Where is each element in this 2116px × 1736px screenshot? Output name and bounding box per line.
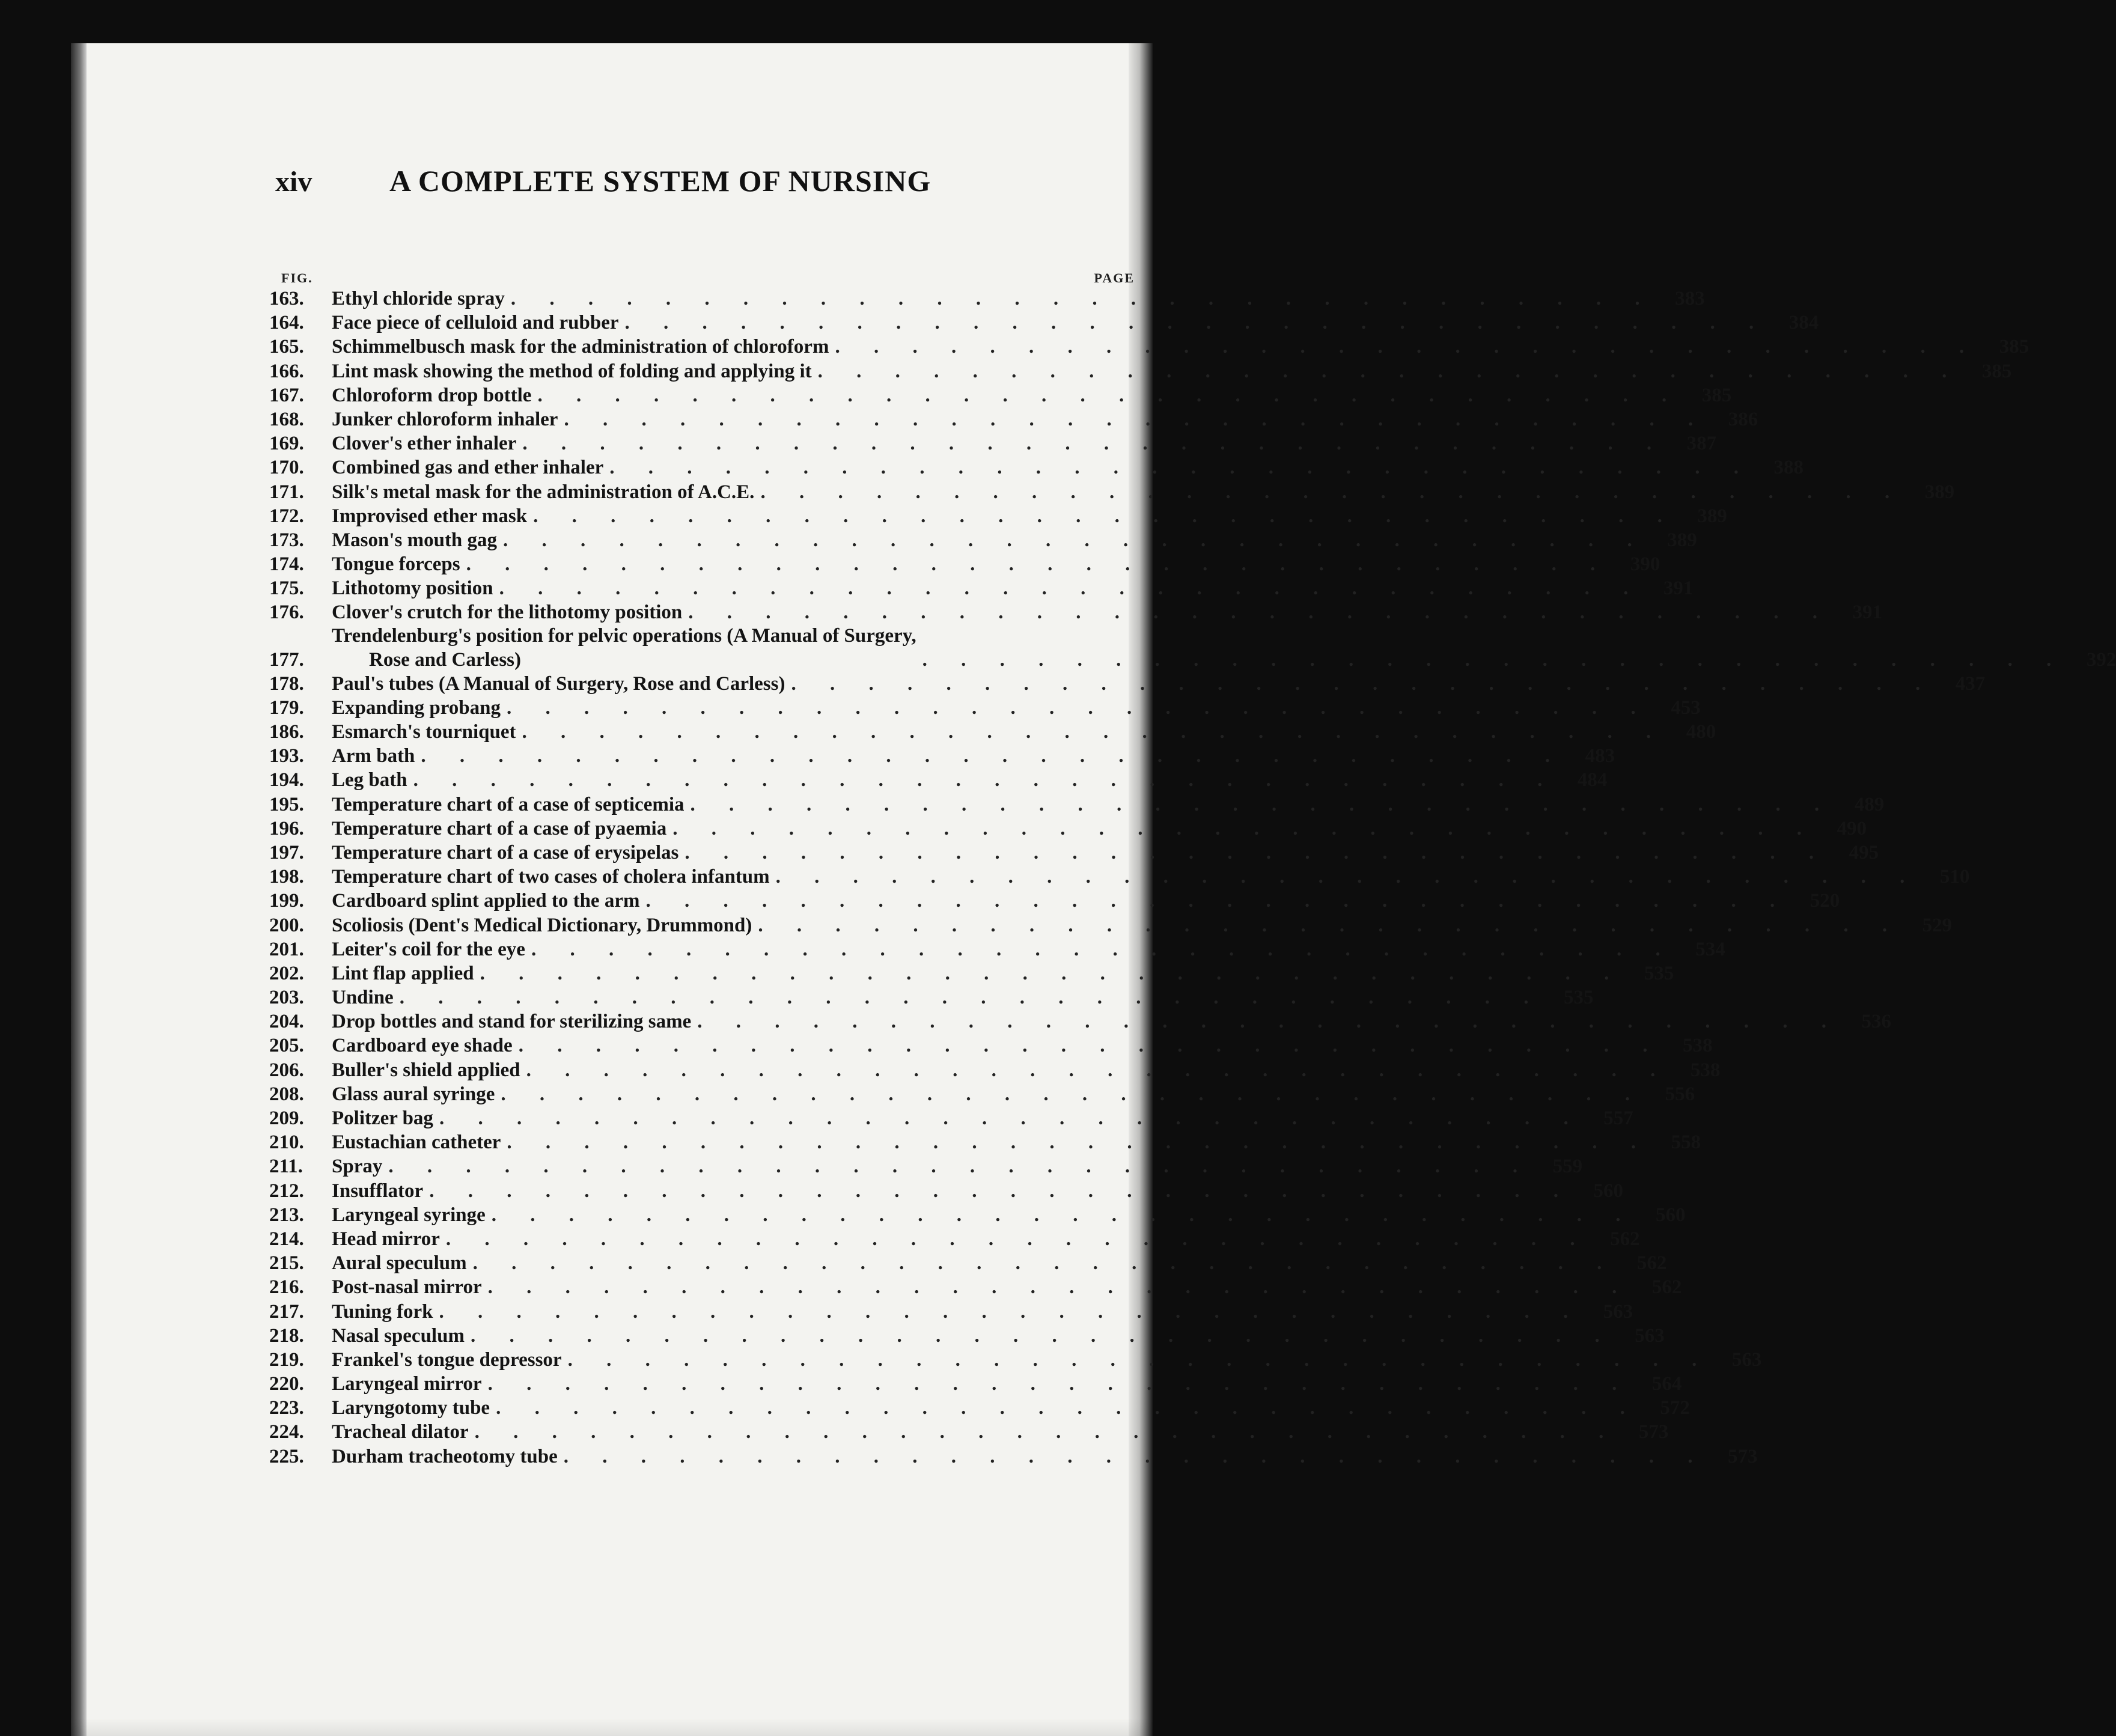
dot-leader: . . . . . . . . . . . . . . . . . . . . . . . . . . . . . . xyxy=(522,433,1666,455)
dot-leader: . . . . . . . . . . . . . . . . . . . . . . . . . . . . . . xyxy=(697,1011,1841,1033)
figure-title: Eustachian catheter xyxy=(332,1131,501,1154)
page-number: 562 xyxy=(1636,1252,1667,1275)
book-page xyxy=(71,43,2116,1736)
page-number: 520 xyxy=(1810,890,1840,912)
dot-leader: . . . . . . . . . . . . . . . . . . . . . . . . . . . . . . xyxy=(472,1252,1617,1275)
page-number: 391 xyxy=(1852,602,1883,624)
page-number: 386 xyxy=(1728,408,1758,430)
figure-title: Cardboard splint applied to the arm xyxy=(332,890,640,912)
figure-number: 215. xyxy=(269,1252,304,1275)
figure-number: 198. xyxy=(269,866,304,888)
list-item xyxy=(269,672,1986,696)
figure-title: Leiter's coil for the eye xyxy=(332,938,525,960)
figure-number: 172. xyxy=(269,505,304,527)
list-item xyxy=(269,1106,1633,1130)
figure-number: 174. xyxy=(269,553,304,576)
figure-number: 202. xyxy=(269,962,304,984)
dot-leader: . . . . . . . . . . . . . . . . . . . . . . . . . . . . . . xyxy=(399,987,1543,1009)
page-number: 383 xyxy=(1675,288,1705,309)
illustrations-list xyxy=(269,287,2116,1469)
list-item xyxy=(269,985,1594,1010)
dot-leader: . . . . . . . . . . . . . . . . . . . . . . . . . . . . . . xyxy=(507,1131,1651,1154)
list-item xyxy=(269,1445,1758,1469)
dot-leader: . . . . . . . . . . . . . . . . . . . . . . . . . . . . . . xyxy=(531,938,1675,960)
figure-number: 164. xyxy=(269,312,304,334)
page-number: 535 xyxy=(1644,962,1674,984)
page-number: 529 xyxy=(1922,914,1953,936)
list-item xyxy=(269,335,2029,359)
figure-number: 165. xyxy=(269,336,304,358)
figure-title: Politzer bag xyxy=(332,1107,433,1129)
figure-number: 212. xyxy=(269,1180,304,1202)
list-item xyxy=(269,1251,1667,1275)
dot-leader: . . . . . . . . . . . . . . . . . . . . . . . . . . . . . . xyxy=(567,1348,1712,1371)
page-surface xyxy=(71,43,2116,1736)
figure-title: Post-nasal mirror xyxy=(332,1276,482,1299)
list-item xyxy=(269,504,1727,528)
page-number: 563 xyxy=(1731,1348,1762,1371)
list-item xyxy=(269,1203,1686,1227)
page-gutter xyxy=(71,43,87,1736)
dot-leader: . . . . . . . . . . . . . . . . . . . . . . . . . . . . . . xyxy=(533,505,1677,527)
list-item xyxy=(269,528,1697,552)
dot-leader: . . . . . . . . . . . . . . . . . . . . . . . . . . . . . . xyxy=(499,577,1643,600)
list-item xyxy=(269,865,1970,889)
list-item xyxy=(269,431,1717,455)
page-column-header: PAGE xyxy=(1094,270,1135,285)
list-item xyxy=(269,1396,1690,1420)
list-item xyxy=(269,1058,1721,1082)
figure-title: Temperature chart of two cases of cholera infantum xyxy=(332,866,770,888)
dot-leader: . . . . . . . . . . . . . . . . . . . . . . . . . . . . . . xyxy=(413,769,1557,791)
figure-number: 195. xyxy=(269,793,304,815)
figure-title: Schimmelbusch mask for the administration of chloroform xyxy=(332,336,829,358)
figure-number: 216. xyxy=(269,1276,304,1299)
list-item xyxy=(269,720,1716,744)
figure-number: 178. xyxy=(269,672,304,695)
page-number: 557 xyxy=(1603,1107,1633,1129)
list-item xyxy=(269,1034,1713,1058)
figure-title: Laryngeal mirror xyxy=(332,1373,482,1395)
figure-title: Nasal speculum xyxy=(332,1324,465,1347)
figure-number: 201. xyxy=(269,938,304,960)
dot-leader: . . . . . . . . . . . . . . . . . . . . . . . . . . . . . . xyxy=(429,1180,1573,1202)
list-item xyxy=(269,1082,1695,1106)
dot-leader: . . . . . . . . . . . . . . . . . . . . . . . . . . . . . . xyxy=(445,1228,1590,1250)
page-bottom-shadow xyxy=(71,1718,1153,1736)
figure-number: 225. xyxy=(269,1445,304,1467)
list-item xyxy=(269,1010,1892,1034)
figure-title: Lint flap applied xyxy=(332,962,474,984)
figure-number: 186. xyxy=(269,721,304,743)
dot-leader: . . . . . . . . . . . . . . . . . . . . . . . . . . . . . . xyxy=(817,360,1962,382)
page-number: 573 xyxy=(1638,1421,1669,1443)
figure-title xyxy=(332,624,916,672)
figure-number: 200. xyxy=(269,914,304,936)
figure-number: 211. xyxy=(269,1156,303,1178)
dot-leader: . . . . . . . . . . . . . . . . . . . . . . . . . . . . . . xyxy=(690,793,1834,815)
page-number: 556 xyxy=(1665,1083,1695,1105)
page-number: 389 xyxy=(1667,529,1697,551)
page-number: 484 xyxy=(1577,769,1608,791)
figure-title: Cardboard eye shade xyxy=(332,1035,513,1057)
list-item xyxy=(269,768,1608,792)
page-number: 560 xyxy=(1655,1204,1686,1226)
figure-number: 203. xyxy=(269,987,304,1009)
figure-title: Expanding probang xyxy=(332,696,501,719)
dot-leader: . . . . . . . . . . . . . . . . . . . . . . . . . . . . . . xyxy=(503,529,1647,551)
figure-title: Clover's crutch for the lithotomy position xyxy=(332,602,683,624)
figure-title: Tuning fork xyxy=(332,1300,433,1323)
list-item xyxy=(269,744,1615,768)
page-number: 385 xyxy=(1999,336,2029,358)
page-number: 453 xyxy=(1671,696,1701,719)
list-item xyxy=(269,1372,1682,1396)
figure-title: Drop bottles and stand for sterilizing same xyxy=(332,1011,692,1033)
page-number: 384 xyxy=(1788,312,1819,334)
figure-title: Temperature chart of a case of erysipelas xyxy=(332,841,679,863)
list-item xyxy=(269,407,1758,431)
figure-number: 170. xyxy=(269,457,304,479)
dot-leader: . . . . . . . . . . . . . . . . . . . . . . . . . . . . . . xyxy=(609,457,1754,479)
page-number: 389 xyxy=(1697,505,1727,527)
figure-number: 209. xyxy=(269,1107,304,1129)
figure-number: 194. xyxy=(269,769,304,791)
list-item xyxy=(269,817,1867,841)
dot-leader: . . . . . . . . . . . . . . . . . . . . . . . . . . . . . . xyxy=(922,648,2066,671)
figure-number: 204. xyxy=(269,1011,304,1033)
page-folio: xiv xyxy=(275,166,313,198)
page-number: 534 xyxy=(1695,938,1725,960)
list-item xyxy=(269,311,1819,335)
dot-leader: . . . . . . . . . . . . . . . . . . . . . . . . . . . . . . xyxy=(470,1324,1614,1347)
column-headers xyxy=(281,270,1135,286)
figure-number: 175. xyxy=(269,577,304,600)
page-number: 535 xyxy=(1563,987,1594,1009)
dot-leader: . . . . . . . . . . . . . . . . . . . . . . . . . . . . . . xyxy=(688,602,1832,624)
dot-leader: . . . . . . . . . . . . . . . . . . . . . . . . . . . . . . xyxy=(564,408,1708,430)
page-number: 560 xyxy=(1593,1180,1623,1202)
figure-title: Junker chloroform inhaler xyxy=(332,408,558,430)
figure-number: 193. xyxy=(269,745,304,767)
figure-title: Durham tracheotomy tube xyxy=(332,1445,558,1467)
figure-title: Improvised ether mask xyxy=(332,505,528,527)
page-number: 495 xyxy=(1849,841,1879,863)
figure-number: 179. xyxy=(269,696,304,719)
page-number: 391 xyxy=(1663,577,1694,600)
dot-leader: . . . . . . . . . . . . . . . . . . . . . . . . . . . . . . xyxy=(835,336,1979,358)
figure-number: 220. xyxy=(269,1373,304,1395)
figure-number: 208. xyxy=(269,1083,304,1105)
page-number: 387 xyxy=(1686,433,1717,455)
list-item xyxy=(269,1324,1665,1348)
figure-title: Glass aural syringe xyxy=(332,1083,495,1105)
page-number: 564 xyxy=(1651,1373,1682,1395)
page-number: 536 xyxy=(1861,1011,1892,1033)
figure-number: 168. xyxy=(269,408,304,430)
list-item xyxy=(269,841,1879,865)
page-number: 538 xyxy=(1682,1035,1713,1057)
figure-title: Scoliosis (Dent's Medical Dictionary, Drummond) xyxy=(332,914,752,936)
dot-leader: . . . . . . . . . . . . . . . . . . . . . . . . . . . . . . xyxy=(439,1107,1583,1129)
figure-title: Head mirror xyxy=(332,1228,440,1250)
dot-leader: . . . . . . . . . . . . . . . . . . . . . . . . . . . . . . xyxy=(537,384,1682,406)
dot-leader: . . . . . . . . . . . . . . . . . . . . . . . . . . . . . . xyxy=(474,1421,1618,1443)
figure-title: Silk's metal mask for the administration of A.C.E. xyxy=(332,481,755,503)
dot-leader: . . . . . . . . . . . . . . . . . . . . . . . . . . . . . . xyxy=(775,866,1919,888)
list-item xyxy=(269,1154,1583,1178)
page-number: 559 xyxy=(1552,1156,1583,1178)
page-number: 388 xyxy=(1773,457,1804,479)
dot-leader: . . . . . . . . . . . . . . . . . . . . . . . . . . . . . . xyxy=(439,1300,1583,1323)
figure-title: Paul's tubes (A Manual of Surgery, Rose and Carless) xyxy=(332,672,785,695)
figure-number: 214. xyxy=(269,1228,304,1250)
dot-leader: . . . . . . . . . . . . . . . . . . . . . . . . . . . . . . xyxy=(501,1083,1645,1105)
figure-number: 219. xyxy=(269,1348,304,1371)
dot-leader: . . . . . . . . . . . . . . . . . . . . . . . . . . . . . . xyxy=(563,1445,1707,1467)
list-item xyxy=(269,696,1701,720)
page-number: 385 xyxy=(1701,384,1732,406)
page-number: 510 xyxy=(1939,866,1970,888)
figure-title: Mason's mouth gag xyxy=(332,529,498,551)
dot-leader: . . . . . . . . . . . . . . . . . . . . . . . . . . . . . . xyxy=(684,841,1829,863)
page-number: 489 xyxy=(1854,793,1885,815)
figure-number: 167. xyxy=(269,384,304,406)
list-item xyxy=(269,552,1660,576)
figure-number: 223. xyxy=(269,1397,304,1419)
figure-title: Esmarch's tourniquet xyxy=(332,721,516,743)
dot-leader: . . . . . . . . . . . . . . . . . . . . . . . . . . . . . . xyxy=(421,745,1565,767)
page-number: 563 xyxy=(1635,1324,1665,1347)
page-number: 480 xyxy=(1686,721,1716,743)
figure-title: Clover's ether inhaler xyxy=(332,433,517,455)
figure-number: 213. xyxy=(269,1204,304,1226)
list-item xyxy=(269,480,1955,504)
dot-leader: . . . . . . . . . . . . . . . . . . . . . . . . . . . . . . xyxy=(496,1397,1639,1419)
dot-leader: . . . . . . . . . . . . . . . . . . . . . . . . . . . . . . xyxy=(510,288,1654,309)
figure-title: Undine xyxy=(332,987,394,1009)
list-item xyxy=(269,1420,1669,1444)
dot-leader: . . . . . . . . . . . . . . . . . . . . . . . . . . . . . . xyxy=(487,1373,1632,1395)
list-item xyxy=(269,600,1883,624)
page-number: 389 xyxy=(1924,481,1955,503)
list-item xyxy=(269,793,1885,817)
figure-title: Lint mask showing the method of folding and applying it xyxy=(332,360,812,382)
dot-leader: . . . . . . . . . . . . . . . . . . . . . . . . . . . . . . xyxy=(487,1276,1632,1299)
list-item xyxy=(269,1179,1623,1203)
figure-title: Frankel's tongue depressor xyxy=(332,1348,562,1371)
figure-number: 166. xyxy=(269,360,304,382)
list-item xyxy=(269,1227,1640,1251)
page-number: 392 xyxy=(2086,648,2116,671)
list-item xyxy=(269,937,1725,961)
dot-leader: . . . . . . . . . . . . . . . . . . . . . . . . . . . . . . xyxy=(522,721,1666,743)
figure-number: 205. xyxy=(269,1035,304,1057)
list-item xyxy=(269,624,2116,672)
dot-leader: . . . . . . . . . . . . . . . . . . . . . . . . . . . . . . xyxy=(645,890,1790,912)
list-item xyxy=(269,889,1840,913)
figure-number: 173. xyxy=(269,529,304,551)
list-item xyxy=(269,1348,1762,1372)
figure-title: Combined gas and ether inhaler xyxy=(332,457,604,479)
page-number: 573 xyxy=(1728,1445,1758,1467)
figure-number: 218. xyxy=(269,1324,304,1347)
figure-title: Arm bath xyxy=(332,745,415,767)
figure-title: Chloroform drop bottle xyxy=(332,384,532,406)
dot-leader: . . . . . . . . . . . . . . . . . . . . . . . . . . . . . . xyxy=(758,914,1902,936)
figure-title: Temperature chart of a case of pyaemia xyxy=(332,817,667,839)
figure-title: Tongue forceps xyxy=(332,553,460,576)
figure-number: 169. xyxy=(269,433,304,455)
list-item xyxy=(269,287,1705,311)
figure-number: 171. xyxy=(269,481,304,503)
page-header xyxy=(275,163,931,198)
list-item xyxy=(269,961,1674,985)
list-item xyxy=(269,1130,1701,1154)
figure-number: 197. xyxy=(269,841,304,863)
page-number: 572 xyxy=(1660,1397,1690,1419)
figure-title: Spray xyxy=(332,1156,383,1178)
dot-leader: . . . . . . . . . . . . . . . . . . . . . . . . . . . . . . xyxy=(518,1035,1662,1057)
page-number: 562 xyxy=(1651,1276,1682,1299)
list-item xyxy=(269,576,1694,600)
page-number: 483 xyxy=(1585,745,1615,767)
dot-leader: . . . . . . . . . . . . . . . . . . . . . . . . . . . . . . xyxy=(466,553,1610,576)
page-number: 563 xyxy=(1603,1300,1633,1323)
figure-number: 206. xyxy=(269,1059,304,1081)
figure-number: 176. xyxy=(269,602,304,624)
page-number: 490 xyxy=(1837,817,1867,839)
figure-title: Laryngotomy tube xyxy=(332,1397,490,1419)
figure-number: 163. xyxy=(269,288,304,309)
figure-title: Insufflator xyxy=(332,1180,424,1202)
figure-title: Laryngeal syringe xyxy=(332,1204,486,1226)
figure-title: Tracheal dilator xyxy=(332,1421,469,1443)
page-number: 538 xyxy=(1690,1059,1721,1081)
figure-number: 210. xyxy=(269,1131,304,1154)
list-item xyxy=(269,1300,1633,1324)
dot-leader: . . . . . . . . . . . . . . . . . . . . . . . . . . . . . . xyxy=(480,962,1624,984)
running-head: A COMPLETE SYSTEM OF NURSING xyxy=(389,164,931,198)
page-number: 437 xyxy=(1955,672,1986,695)
dot-leader: . . . . . . . . . . . . . . . . . . . . . . . . . . . . . . xyxy=(760,481,1904,503)
dot-leader: . . . . . . . . . . . . . . . . . . . . . . . . . . . . . . xyxy=(791,672,1935,695)
figure-title: Ethyl chloride spray xyxy=(332,288,505,309)
list-item xyxy=(269,359,2012,383)
page-number: 558 xyxy=(1671,1131,1701,1154)
dot-leader: . . . . . . . . . . . . . . . . . . . . . . . . . . . . . . xyxy=(491,1204,1635,1226)
figure-number: 199. xyxy=(269,890,304,912)
figure-title: Temperature chart of a case of septicemia xyxy=(332,793,684,815)
figure-title: Face piece of celluloid and rubber xyxy=(332,312,619,334)
figure-title-continuation: Rose and Carless) xyxy=(369,648,521,671)
list-item xyxy=(269,913,1953,937)
figure-title: Leg bath xyxy=(332,769,407,791)
figure-title: Aural speculum xyxy=(332,1252,467,1275)
page-number: 562 xyxy=(1610,1228,1640,1250)
list-item xyxy=(269,455,1804,480)
list-item xyxy=(269,383,1732,407)
dot-leader: . . . . . . . . . . . . . . . . . . . . . . . . . . . . . . xyxy=(506,696,1650,719)
figure-number: 177. xyxy=(269,648,304,671)
dot-leader: . . . . . . . . . . . . . . . . . . . . . . . . . . . . . . xyxy=(388,1156,1532,1178)
page-number: 385 xyxy=(1981,360,2012,382)
dot-leader: . . . . . . . . . . . . . . . . . . . . . . . . . . . . . . xyxy=(624,312,1769,334)
page-number: 390 xyxy=(1630,553,1660,576)
figure-title: Lithotomy position xyxy=(332,577,493,600)
figure-title: Buller's shield applied xyxy=(332,1059,520,1081)
figure-title-line: Trendelenburg's position for pelvic operations (A Manual of Surgery, xyxy=(332,624,916,647)
dot-leader: . . . . . . . . . . . . . . . . . . . . . . . . . . . . . . xyxy=(672,817,1816,839)
dot-leader: . . . . . . . . . . . . . . . . . . . . . . . . . . . . . . xyxy=(526,1059,1670,1081)
figure-number: 224. xyxy=(269,1421,304,1443)
figure-number: 217. xyxy=(269,1300,304,1323)
fig-column-header: FIG. xyxy=(281,270,313,285)
list-item xyxy=(269,1275,1682,1299)
figure-number: 196. xyxy=(269,817,304,839)
